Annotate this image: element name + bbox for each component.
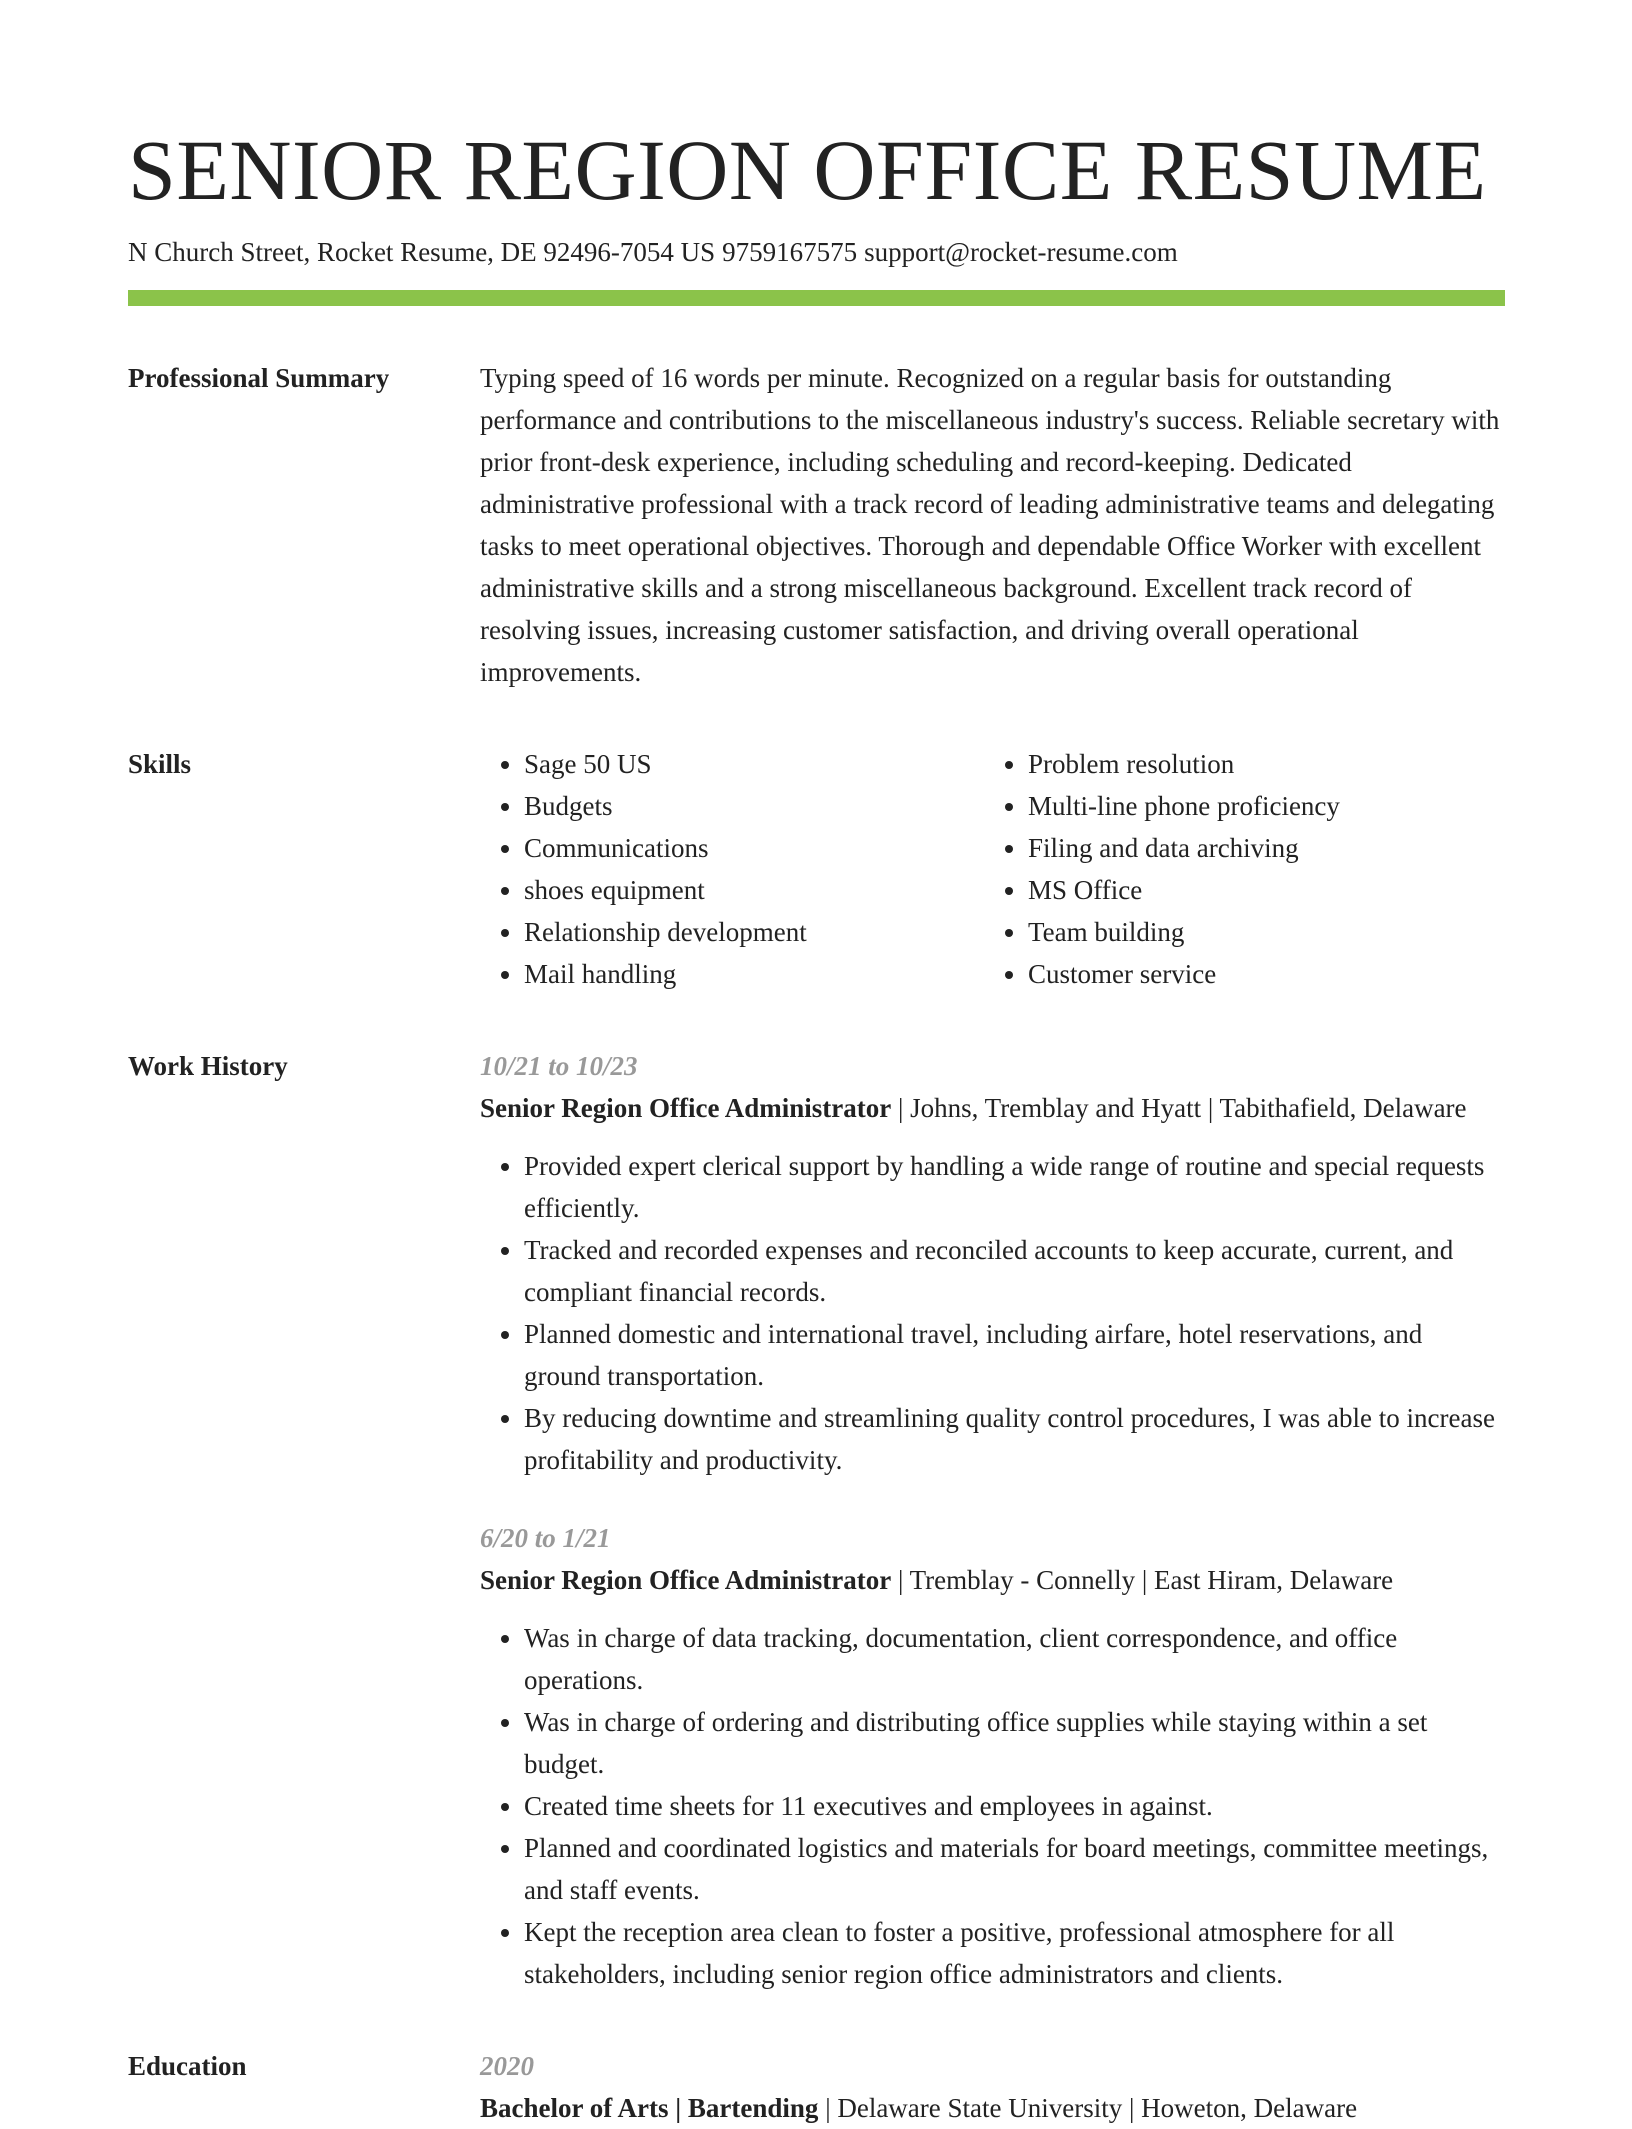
job-bullets [480,1617,1505,1995]
job-entry [480,1045,1505,1481]
skill-item: • Mail handling [524,953,984,995]
skill-item: • Multi-line phone proficiency [1028,785,1488,827]
skill-item: • Communications [524,827,984,869]
skill-item: • Filing and data archiving [1028,827,1488,869]
skills-label: Skills [128,749,192,779]
job-bullet: • Was in charge of ordering and distributing office supplies while staying within a set budget. [524,1701,1505,1785]
accent-divider [128,290,1505,306]
phone: 9759167575 [722,237,858,267]
job-entry [480,1517,1505,1995]
job-title: Senior Region Office Administrator [480,1093,892,1123]
job-bullet: • Planned and coordinated logistics and materials for board meetings, committee meetings, and staff events. [524,1827,1505,1911]
education-label: Education [128,2051,247,2081]
education-heading [480,2087,1505,2129]
job-bullet: • Provided expert clerical support by handling a wide range of routine and special requests efficiently. [524,1145,1505,1229]
summary-text: Typing speed of 16 words per minute. Recognized on a regular basis for outstanding performance and contributions to the miscellaneous industry's success. Reliable secretary with prior front-desk experience, including scheduling and record-keeping. Dedicated administrative professional with a track record of leading administrative teams and delegating tasks to meet operational objectives. Thorough and dependable Office Worker with excellent administrative skills and a strong miscellaneous background. Excellent track record of resolving issues, increasing customer satisfaction, and driving overall operational improvements. [480,363,1500,687]
job-title: Senior Region Office Administrator [480,1565,892,1595]
education-degree: Bachelor of Arts | Bartending [480,2093,819,2123]
resume-title: SENIOR REGION OFFICE RESUME [128,122,1487,218]
skill-item: • MS Office [1028,869,1488,911]
work-history-label: Work History [128,1051,288,1081]
job-heading [480,1559,1505,1601]
contact-line [128,234,1505,270]
skill-item: • Budgets [524,785,984,827]
job-bullet: • By reducing downtime and streamlining quality control procedures, I was able to increase profitability and productivity. [524,1397,1505,1481]
skill-item: • shoes equipment [524,869,984,911]
skill-item: • Relationship development [524,911,984,953]
skill-item: • Sage 50 US [524,743,984,785]
job-heading [480,1087,1505,1129]
job-dates: 10/21 to 10/23 [480,1051,638,1081]
job-dates: 6/20 to 1/21 [480,1523,611,1553]
resume-page [128,120,1505,2129]
skill-item: • Team building [1028,911,1488,953]
job-employer: | Johns, Tremblay and Hyatt | Tabithafield, Delaware [891,1093,1467,1123]
education-school: | Delaware State University | Howeton, Delaware [818,2093,1358,2123]
skills-section [128,743,1505,995]
job-bullet: • Planned domestic and international travel, including airfare, hotel reservations, and ground transportation. [524,1313,1505,1397]
skills-list-right [984,743,1488,995]
summary-section [128,357,1505,693]
address: N Church Street, Rocket Resume, DE 92496-7054 US [128,237,716,267]
email: support@rocket-resume.com [864,237,1178,267]
education-section [128,2045,1505,2129]
job-employer: | Tremblay - Connelly | East Hiram, Delaware [891,1565,1394,1595]
work-history-section [128,1045,1505,1995]
education-year: 2020 [480,2051,534,2081]
job-bullet: • Tracked and recorded expenses and reconciled accounts to keep accurate, current, and compliant financial records. [524,1229,1505,1313]
job-bullet: • Created time sheets for 11 executives and employees in against. [524,1785,1505,1827]
skill-item: • Problem resolution [1028,743,1488,785]
job-bullet: • Kept the reception area clean to foster a positive, professional atmosphere for all stakeholders, including senior region office administrators and clients. [524,1911,1505,1995]
skills-list-left [480,743,984,995]
summary-label: Professional Summary [128,363,390,393]
skill-item: • Customer service [1028,953,1488,995]
job-bullet: • Was in charge of data tracking, documentation, client correspondence, and office operations. [524,1617,1505,1701]
job-bullets [480,1145,1505,1481]
